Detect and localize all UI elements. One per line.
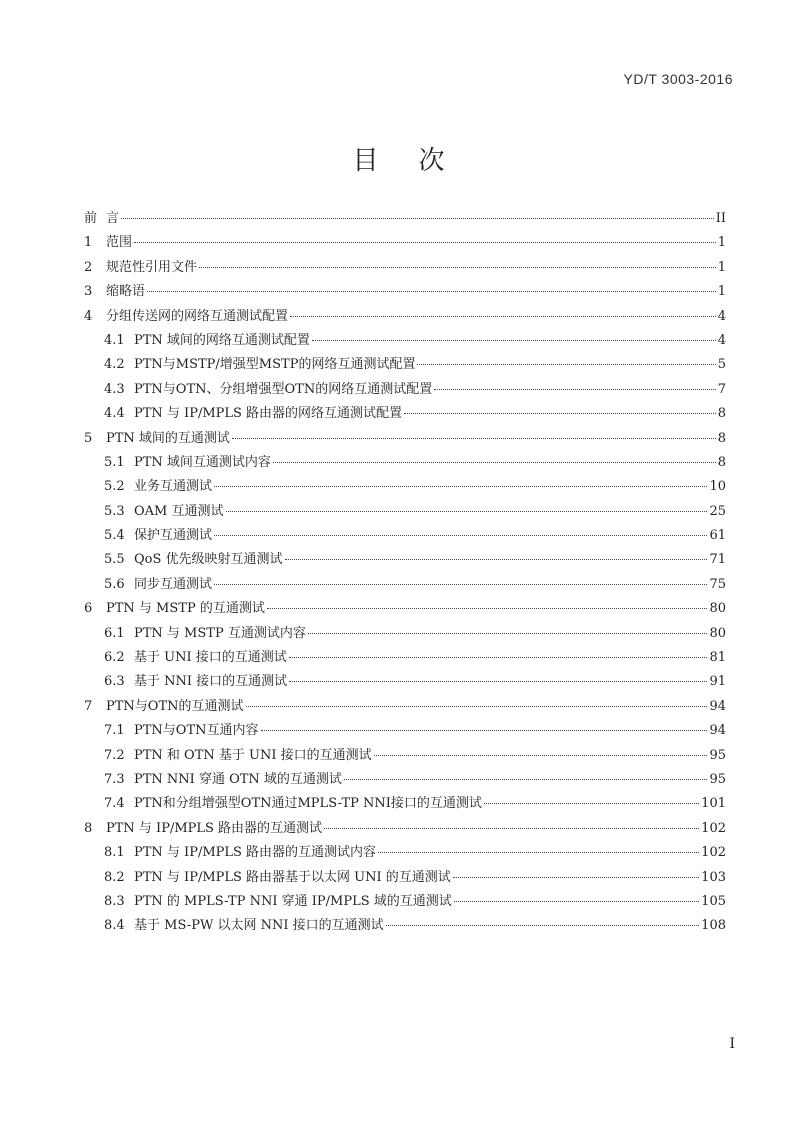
- toc-leader-dots: [404, 413, 716, 414]
- toc-entry-title: PTN 域间互通测试内容: [134, 454, 271, 470]
- toc-entry[interactable]: [84, 305, 726, 329]
- toc-entry[interactable]: [84, 597, 726, 621]
- toc-entry[interactable]: [84, 622, 726, 646]
- toc-entry-page: 8: [717, 430, 726, 446]
- toc-entry-page: 102: [701, 820, 726, 836]
- toc-entry-title: 分组传送网的网络互通测试配置: [106, 308, 289, 324]
- toc-entry-number: 5.4: [104, 528, 125, 544]
- toc-leader-dots: [134, 242, 716, 243]
- toc-entry[interactable]: [84, 475, 726, 499]
- toc-entry-title: PTN 与 IP/MPLS 路由器的互通测试内容: [134, 845, 377, 861]
- toc-leader-dots: [386, 925, 700, 926]
- toc-entry-title: 言: [106, 211, 120, 226]
- toc-entry[interactable]: [84, 841, 726, 865]
- toc-entry-page: 75: [709, 576, 726, 592]
- toc-leader-dots: [226, 511, 708, 512]
- toc-entry-title: PTN 的 MPLS-TP NNI 穿通 IP/MPLS 域的互通测试: [134, 893, 452, 909]
- toc-entry-number: 8.2: [104, 869, 125, 885]
- toc-entry[interactable]: [84, 451, 726, 475]
- toc-entry[interactable]: [84, 329, 726, 353]
- toc-entry-page: 105: [701, 893, 726, 909]
- toc-entry-page: 101: [701, 796, 726, 812]
- toc-leader-dots: [214, 584, 707, 585]
- table-of-contents: [84, 207, 726, 939]
- toc-entry[interactable]: [84, 719, 726, 743]
- toc-entry[interactable]: [84, 524, 726, 548]
- toc-entry[interactable]: [84, 231, 726, 255]
- toc-entry-page: 4: [717, 332, 726, 348]
- toc-entry-title: PTN NNI 穿通 OTN 域的互通测试: [134, 771, 342, 787]
- toc-entry-number: 6.2: [104, 650, 125, 666]
- toc-leader-dots: [484, 803, 699, 804]
- toc-leader-dots: [312, 340, 716, 341]
- toc-entry-title: 基于 UNI 接口的互通测试: [134, 650, 287, 666]
- toc-entry-page: 95: [709, 747, 726, 763]
- toc-entry-number: 5.3: [104, 503, 125, 519]
- toc-entry-number: 6.3: [104, 674, 125, 690]
- toc-entry[interactable]: [84, 890, 726, 914]
- toc-entry[interactable]: [84, 792, 726, 816]
- toc-entry-number: 4.4: [104, 406, 125, 422]
- toc-leader-dots: [121, 218, 714, 219]
- toc-leader-dots: [434, 389, 716, 390]
- toc-entry[interactable]: [84, 670, 726, 694]
- toc-leader-dots: [289, 681, 707, 682]
- toc-entry[interactable]: [84, 744, 726, 768]
- toc-entry-page: 5: [717, 357, 726, 373]
- standard-code: YD/T 3003-2016: [623, 71, 733, 87]
- toc-entry-number: 1: [84, 235, 93, 251]
- toc-entry-title: PTN与MSTP/增强型MSTP的网络互通测试配置: [134, 357, 416, 373]
- toc-entry-title: 同步互通测试: [134, 576, 213, 592]
- toc-entry-title: 保护互通测试: [134, 528, 213, 544]
- toc-entry-number: 8: [84, 820, 93, 836]
- toc-entry-number: 4.2: [104, 357, 125, 373]
- toc-entry-page: 95: [709, 771, 726, 787]
- toc-entry-title: PTN 域间的网络互通测试配置: [134, 332, 310, 348]
- toc-entry-page: 94: [709, 698, 726, 714]
- toc-entry-number: 7.4: [104, 796, 125, 812]
- toc-entry-page: 81: [709, 650, 726, 666]
- toc-entry-title: PTN 与 IP/MPLS 路由器基于以太网 UNI 的互通测试: [134, 869, 451, 885]
- toc-entry-number: 4.3: [104, 381, 125, 397]
- toc-entry-page: 103: [701, 869, 726, 885]
- toc-entry-title: 范围: [106, 235, 133, 251]
- toc-entry-page: 1: [717, 235, 726, 251]
- toc-entry-page: II: [715, 211, 726, 226]
- toc-leader-dots: [246, 706, 708, 707]
- toc-entry-page: 71: [709, 552, 726, 568]
- toc-leader-dots: [289, 657, 708, 658]
- toc-entry-title: PTN 与 IP/MPLS 路由器的互通测试: [106, 820, 323, 836]
- page-title: 目次: [352, 146, 485, 176]
- toc-entry-page: 1: [717, 284, 726, 300]
- toc-leader-dots: [214, 486, 707, 487]
- toc-entry-number: 前: [84, 211, 98, 226]
- toc-entry[interactable]: [84, 646, 726, 670]
- toc-entry-page: 4: [717, 308, 726, 324]
- toc-entry[interactable]: [84, 914, 726, 938]
- toc-entry[interactable]: [84, 768, 726, 792]
- toc-leader-dots: [308, 633, 708, 634]
- toc-entry-number: 5.5: [104, 552, 125, 568]
- toc-entry-title: PTN与OTN、分组增强型OTN的网络互通测试配置: [134, 381, 433, 397]
- toc-leader-dots: [285, 559, 708, 560]
- toc-entry-title: 业务互通测试: [134, 479, 213, 495]
- toc-entry-title: PTN与OTN的互通测试: [106, 698, 244, 714]
- toc-leader-dots: [417, 364, 715, 365]
- toc-entry-number: 6.1: [104, 625, 125, 641]
- toc-entry-title: 基于 NNI 接口的互通测试: [134, 674, 288, 690]
- toc-entry-title: PTN 与 MSTP 互通测试内容: [134, 625, 306, 641]
- toc-entry-number: 7.3: [104, 771, 125, 787]
- toc-entry-page: 10: [709, 479, 726, 495]
- toc-entry[interactable]: [84, 817, 726, 841]
- toc-entry-number: 5.6: [104, 576, 125, 592]
- toc-entry-page: 94: [709, 723, 726, 739]
- toc-leader-dots: [147, 291, 716, 292]
- toc-entry-title: PTN 和 OTN 基于 UNI 接口的互通测试: [134, 747, 372, 763]
- toc-leader-dots: [290, 316, 716, 317]
- toc-entry-number: 5: [84, 430, 93, 446]
- toc-entry[interactable]: [84, 353, 726, 377]
- toc-leader-dots: [199, 267, 716, 268]
- toc-leader-dots: [378, 852, 699, 853]
- toc-leader-dots: [273, 462, 716, 463]
- toc-entry-number: 5.1: [104, 454, 125, 470]
- toc-entry-title: 基于 MS-PW 以太网 NNI 接口的互通测试: [134, 918, 384, 934]
- toc-entry[interactable]: [84, 402, 726, 426]
- toc-entry-number: 2: [84, 259, 93, 275]
- toc-leader-dots: [267, 608, 708, 609]
- toc-entry[interactable]: [84, 548, 726, 572]
- toc-entry[interactable]: [84, 695, 726, 719]
- toc-entry-page: 25: [709, 503, 726, 519]
- toc-entry-title: 缩略语: [106, 284, 146, 300]
- toc-entry-title: OAM 互通测试: [134, 503, 224, 519]
- toc-entry-title: PTN和分组增强型OTN通过MPLS-TP NNI接口的互通测试: [134, 796, 482, 812]
- toc-leader-dots: [453, 877, 699, 878]
- toc-entry-number: 7.1: [104, 723, 125, 739]
- toc-entry-page: 91: [709, 674, 726, 690]
- toc-leader-dots: [374, 755, 708, 756]
- toc-entry-number: 7: [84, 698, 93, 714]
- toc-leader-dots: [454, 901, 699, 902]
- toc-leader-dots: [344, 779, 708, 780]
- toc-entry-title: QoS 优先级映射互通测试: [134, 552, 283, 568]
- toc-entry-page: 7: [717, 381, 726, 397]
- toc-entry-page: 8: [717, 406, 726, 422]
- toc-entry-title: PTN 域间的互通测试: [106, 430, 230, 446]
- toc-entry[interactable]: [84, 256, 726, 280]
- toc-entry-number: 6: [84, 601, 93, 617]
- toc-entry-number: 8.1: [104, 845, 125, 861]
- toc-entry[interactable]: [84, 207, 726, 231]
- toc-leader-dots: [232, 438, 716, 439]
- toc-entry[interactable]: [84, 866, 726, 890]
- toc-leader-dots: [324, 828, 699, 829]
- toc-entry-page: 108: [701, 918, 726, 934]
- toc-entry-number: 4.1: [104, 332, 125, 348]
- toc-entry-title: PTN 与 MSTP 的互通测试: [106, 601, 265, 617]
- toc-entry-page: 61: [709, 528, 726, 544]
- toc-entry-number: 4: [84, 308, 93, 324]
- toc-entry-page: 80: [709, 625, 726, 641]
- page-number: I: [729, 1036, 735, 1052]
- toc-entry-number: 8.4: [104, 918, 125, 934]
- toc-entry[interactable]: [84, 500, 726, 524]
- toc-entry-number: 3: [84, 284, 93, 300]
- toc-entry-title: PTN与OTN互通内容: [134, 723, 259, 739]
- toc-entry-number: 8.3: [104, 893, 125, 909]
- toc-entry-page: 1: [717, 259, 726, 275]
- toc-entry-page: 102: [701, 845, 726, 861]
- toc-leader-dots: [214, 535, 707, 536]
- toc-entry[interactable]: [84, 378, 726, 402]
- toc-leader-dots: [261, 730, 708, 731]
- toc-entry[interactable]: [84, 573, 726, 597]
- toc-entry[interactable]: [84, 427, 726, 451]
- toc-entry-number: 5.2: [104, 479, 125, 495]
- toc-entry-number: 7.2: [104, 747, 125, 763]
- toc-entry-page: 80: [709, 601, 726, 617]
- toc-entry-title: PTN 与 IP/MPLS 路由器的网络互通测试配置: [134, 406, 403, 422]
- toc-entry-page: 8: [717, 454, 726, 470]
- toc-entry-title: 规范性引用文件: [106, 259, 198, 275]
- toc-entry[interactable]: [84, 280, 726, 304]
